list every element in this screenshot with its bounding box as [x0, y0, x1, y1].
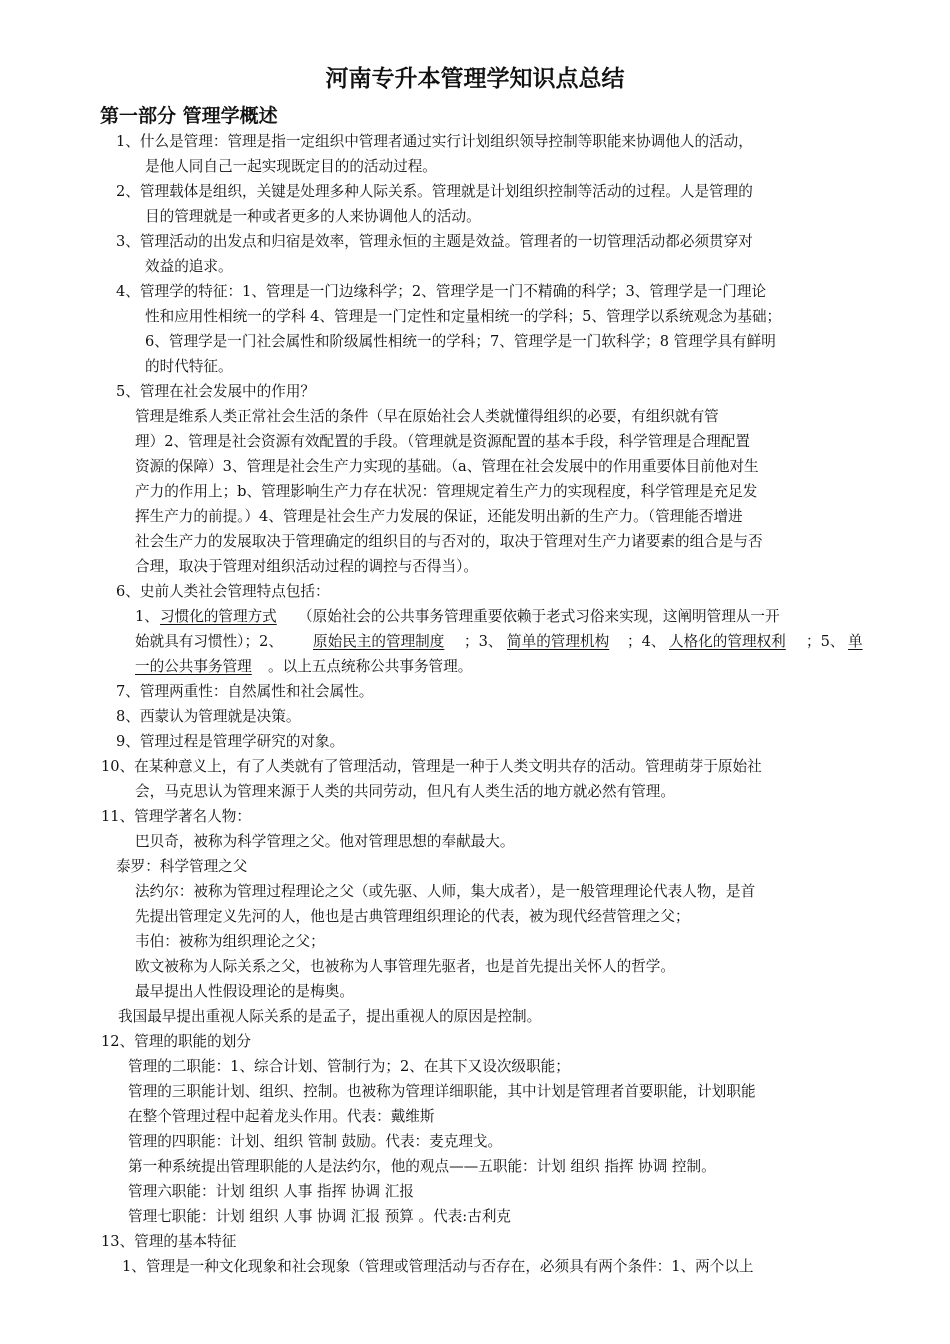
- underlined-term: 一的公共事务管理: [135, 658, 252, 675]
- document-page: 河南专升本管理学知识点总结 第一部分 管理学概述 1、什么是管理：管理是指一定组织中管理者通过实行计划组织领导控制等职能来协调他人的活动， 是他人同自己一起实现既定目的的活动过程。 2、管理载体是组织，关键是处理多种人际关系。管理就是计划组织控制等活动的过程。人是管理的 目的管理就是一种或者更多的人来协调他人的活动。 3、管理活动的出发点和归宿是效率，管理永恒的主题是效益。管理者的一切管理活动都必须贯穿对 效益的追求。 4、管理学的特征：1、管理是一门边缘科学；2、管理学是一门不精确的科学；3、管理学是一门理论 性和应用性相统一的学科 4、管理是一门定性和定量相统一的学科；5、管理学以系统观念为基础； 6、管理学是一门社会属性和阶级属性相统一的学科；7、管理学是一门软科学；8 管理学具有鲜明 的时代特征。 5、管理在社会发展中的作用？ 管理是维系人类正常社会生活的条件（早在原始社会人类就懂得组织的必要，有组织就有管 理）2、管理是社会资源有效配置的手段。（管理就是资源配置的基本手段，科学管理是合理配置 资源的保障）3、管理是社会生产力实现的基础。（a、管理在社会发展中的作用重要体目前他对生 产力的作用上；b、管理影响生产力存在状况：管理规定着生产力的实现程度，科学管理是充足发 挥生产力的前提。）4、管理是社会生产力发展的保证，还能发明出新的生产力。（管理能否增进 社会生产力的发展取决于管理确定的组织目的与否对的，取决于管理对生产力诸要素的组合是与否 合理，取决于管理对组织活动过程的调控与否得当）。 6、史前人类社会管理特点包括： 1、 习惯化的管理方式 （原始社会的公共事务管理重要依赖于老式习俗来实现，这阐明管理从一开 始就具有习惯性）；2、 原始民主的管理制度 ；3、 简单的管理机构 ；4、 人格化的管理权利 ；5、 单 一的公共事务管理 。以上五点统称公共事务管理。 7、管理两重性：自然属性和社会属性。 8、西蒙认为管理就是决策。 9、管理过程是管理学研究的对象。 10、在某种意义上，有了人类就有了管理活动，管理是一种于人类文明共存的活动。管理萌芽于原始社 会，马克思认为管理来源于人类的共同劳动，但凡有人类生活的地方就必然有管理。 11、管理学著名人物： 巴贝奇，被称为科学管理之父。他对管理思想的奉献最大。 泰罗：科学管理之父 法约尔：被称为管理过程理论之父（或先驱、人师，集大成者），是一般管理理论代表人物，是首 先提出管理定义先河的人，他也是古典管理组织理论的代表，被为现代经营管理之父； 韦伯：被称为组织理论之父； 欧文被称为人际关系之父，也被称为人事管理先驱者，也是首先提出关怀人的哲学。 最早提出人性假设理论的是梅奥。 我国最早提出重视人际关系的是孟子，提出重视人的原因是控制。 12、管理的职能的划分 管理的二职能：1、综合计划、管制行为；2、在其下又设次级职能； 管理的三职能计划、组织、控制。也被称为管理详细职能，其中计划是管理者首要职能，计划职能 在整个管理过程中起着龙头作用。代表：戴维斯 管理的四职能：计划、组织 管制 鼓励。代表：麦克理戈。 第一种系统提出管理职能的人是法约尔，他的观点——五职能：计划 组织 指挥 协调 控制。 管理六职能：计划 组织 人事 指挥 协调 汇报 管理七职能：计划 组织 人事 协调 汇报 预算 。代表:古利克 13、管理的基本特征 1、管理是一种文化现象和社会现象（管理或管理活动与否存在，必须具有两个条件：1、两个以上: [0, 0, 950, 1344]
- underlined-term: 人格化的管理权利: [669, 633, 786, 650]
- underlined-term: 原始民主的管理制度: [313, 633, 445, 650]
- document-title: 河南专升本管理学知识点总结: [325, 65, 625, 92]
- section-heading: 第一部分 管理学概述: [100, 105, 278, 127]
- underlined-term: 简单的管理机构: [507, 633, 610, 650]
- underlined-term: 单: [848, 633, 863, 650]
- underlined-term: 习惯化的管理方式: [160, 608, 277, 625]
